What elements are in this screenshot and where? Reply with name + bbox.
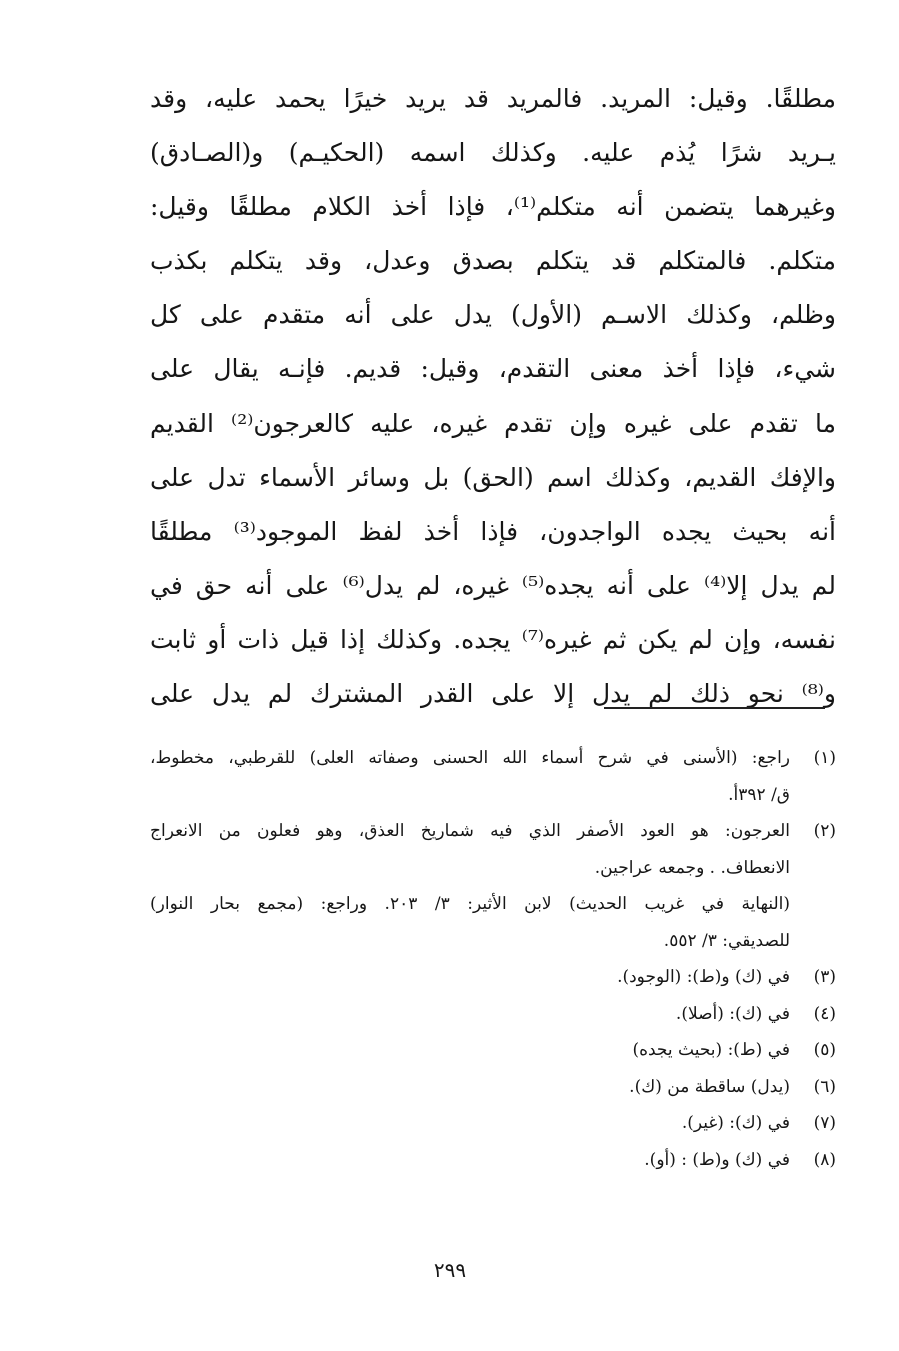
footnote-number: (٦)	[813, 1076, 836, 1097]
footnote-number: (٤)	[813, 1003, 836, 1024]
main-text-line: مطلقًا. وقيل: المريد. فالمريد قد يريد خيرًا يحمد عليه، وقد	[150, 84, 836, 113]
footnote-text-line: (النهاية في غريب الحديث) لابن الأثير: ٣/ ٢٠٣. وراجع: (مجمع بحار النوار)	[150, 894, 790, 914]
footnote-item	[150, 740, 836, 813]
footnote-item	[150, 813, 836, 959]
main-text-line: شيء، فإذا أخذ معنى التقدم، وقيل: قديم. فإنـه يقال على	[150, 354, 836, 384]
footnote-text-line: للصديقي: ٣/ ٥٥٢.	[663, 930, 790, 951]
footnote-number: (٢)	[813, 821, 836, 841]
main-text-line: و⁽⁸⁾ نحو ذلك لم يدل إلا على القدر المشترك لم يدل على	[150, 679, 836, 709]
footnote-item	[150, 959, 836, 996]
main-text-line: يـريد شرًا يُذم عليه. وكذلك اسمه (الحكيـم) و(الصـادق)	[150, 138, 836, 168]
footnote-text-line: ق/ ٣٩٢أ.	[728, 784, 790, 805]
footnote-text-line: (يدل) ساقطة من (ك).	[629, 1076, 790, 1097]
main-text-line: والإفك القديم، وكذلك اسم (الحق) بل وسائر الأسماء تدل على	[150, 462, 836, 492]
main-text-line: أنه بحيث يجده الواجدون، فإذا أخذ لفظ الموجود⁽³⁾ مطلقًا	[150, 516, 836, 546]
main-text-line: متكلم. فالمتكلم قد يتكلم بصدق وعدل، وقد يتكلم بكذب	[150, 246, 836, 276]
footnote-item	[150, 1032, 836, 1069]
footnote-item	[150, 1069, 836, 1106]
main-text-line: وظلم، وكذلك الاسـم (الأول) يدل على أنه متقدم على كل	[150, 300, 836, 330]
footnote-text-line: في (ك) و(ط): (الوجود).	[617, 967, 790, 987]
footnote-number: (٧)	[813, 1113, 836, 1133]
footnotes-section	[150, 740, 836, 1178]
page-number: ٢٩٩	[433, 1258, 467, 1282]
footnote-item	[150, 1142, 836, 1179]
main-text-body	[150, 72, 836, 721]
footnote-text-line: في (ك): (غير).	[681, 1113, 790, 1133]
main-text-line: لم يدل إلا⁽⁴⁾ على أنه يجده⁽⁵⁾ غيره، لم يدل⁽⁶⁾ على أنه حق في	[150, 570, 836, 600]
footnote-text-line: في (ط): (بحيث يجده)	[632, 1040, 790, 1060]
footnote-number: (١)	[813, 748, 836, 768]
footnote-text-line: العرجون: هو العود الأصفر الذي فيه شماريخ العذق، وهو فعلون من الانعراج	[150, 821, 790, 841]
footnote-text-line: في (ك): (أصلا).	[675, 1003, 790, 1024]
footnote-text-line: في (ك) و(ط) : (أو).	[644, 1149, 790, 1170]
footnote-number: (٥)	[813, 1040, 836, 1060]
footnote-separator	[604, 707, 825, 709]
footnote-item	[150, 996, 836, 1033]
footnote-number: (٣)	[813, 967, 836, 987]
footnote-number: (٨)	[813, 1149, 836, 1170]
footnote-text-line: راجع: (الأسنى في شرح أسماء الله الحسنى وصفاته العلى) للقرطبي، مخطوط،	[150, 748, 790, 768]
footnote-text-line: الانعطاف. . وجمعه عراجين.	[594, 857, 790, 878]
main-text-line: ما تقدم على غيره وإن تقدم غيره، عليه كالعرجون⁽²⁾ القديم	[150, 408, 836, 438]
footnote-item	[150, 1105, 836, 1142]
main-text-line: نفسه، وإن لم يكن ثم غيره⁽⁷⁾ يجده. وكذلك إذا قيل ذات أو ثابت	[150, 624, 836, 654]
main-text-line: وغيرهما يتضمن أنه متكلم⁽¹⁾، فإذا أخذ الكلام مطلقًا وقيل:	[150, 192, 836, 222]
